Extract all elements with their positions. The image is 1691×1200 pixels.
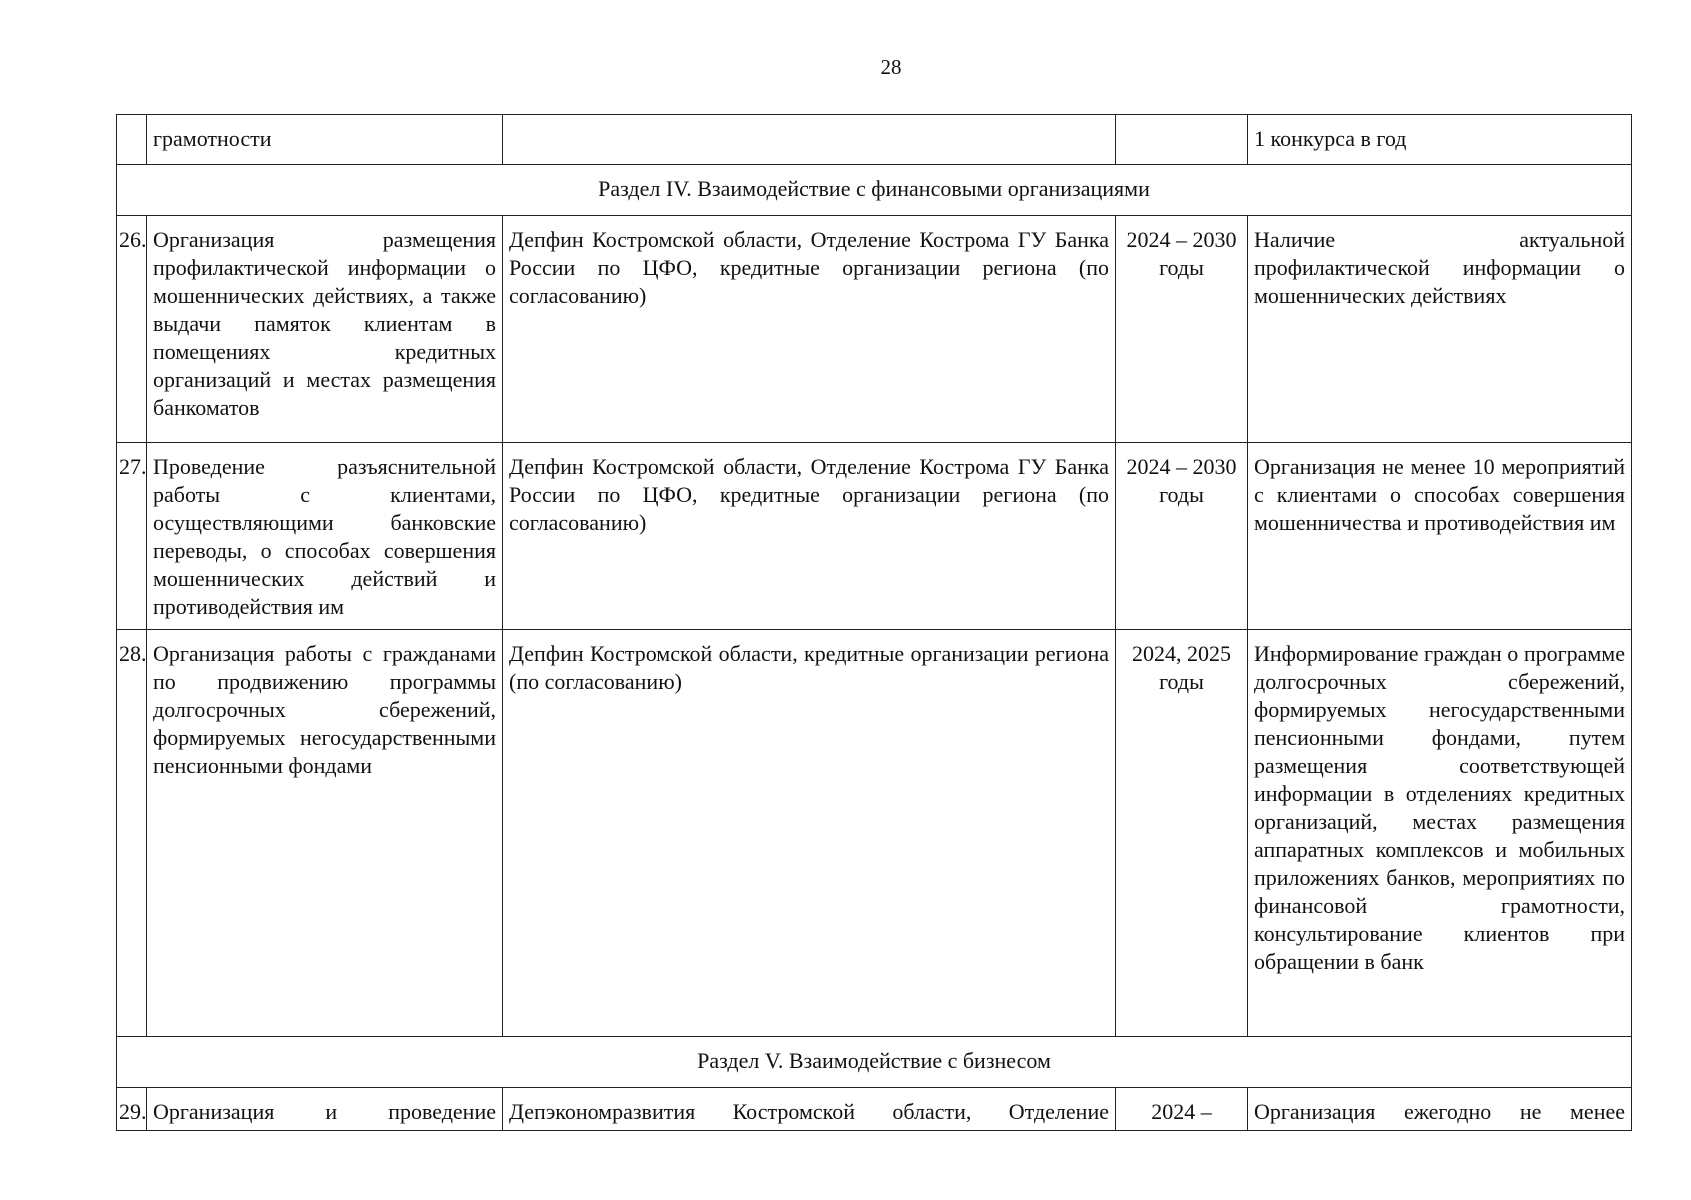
table-row <box>117 1088 1632 1131</box>
responsible-cell <box>503 115 1116 165</box>
result-cell: Организация ежегодно не менее <box>1248 1088 1632 1131</box>
result-cell: Организация не менее 10 мероприятий с клиентами о способах совершения мошенничества и противодействия им <box>1248 443 1632 630</box>
term-cell: 2024 – 2030 годы <box>1116 216 1248 443</box>
table-row <box>117 630 1632 1037</box>
measures-table <box>116 114 1632 1131</box>
page-number: 28 <box>880 55 902 79</box>
row-number-cell: 28. <box>117 630 147 1037</box>
section-heading-row <box>117 165 1632 216</box>
term-cell <box>1116 115 1248 165</box>
responsible-cell: Депфин Костромской области, Отделение Кострома ГУ Банка России по ЦФО, кредитные организации региона (по согласованию) <box>503 216 1116 443</box>
responsible-cell: Депфин Костромской области, кредитные организации региона (по согласованию) <box>503 630 1116 1037</box>
result-cell: Наличие актуальной профилактической информации о мошеннических действиях <box>1248 216 1632 443</box>
table-row <box>117 443 1632 630</box>
activity-cell: грамотности <box>147 115 503 165</box>
term-cell: 2024, 2025 годы <box>1116 630 1248 1037</box>
table-row <box>117 216 1632 443</box>
row-number-cell: 26. <box>117 216 147 443</box>
responsible-cell: Депфин Костромской области, Отделение Кострома ГУ Банка России по ЦФО, кредитные организации региона (по согласованию) <box>503 443 1116 630</box>
table-row-continued <box>117 115 1632 165</box>
term-cell: 2024 – <box>1116 1088 1248 1131</box>
activity-cell: Организация работы с гражданами по продвижению программы долгосрочных сбережений, формируемых негосударственными пенсионными фондами <box>147 630 503 1037</box>
section-heading: Раздел V. Взаимодействие с бизнесом <box>117 1037 1632 1088</box>
section-heading-row <box>117 1037 1632 1088</box>
row-number-cell: 27. <box>117 443 147 630</box>
activity-cell: Организация размещения профилактической информации о мошеннических действиях, а также выдачи памяток клиентам в помещениях кредитных организаций и местах размещения банкоматов <box>147 216 503 443</box>
result-cell: 1 конкурса в год <box>1248 115 1632 165</box>
section-heading: Раздел IV. Взаимодействие с финансовыми организациями <box>117 165 1632 216</box>
result-cell: Информирование граждан о программе долгосрочных сбережений, формируемых негосударственными пенсионными фондами, путем размещения соответствующей информации в отделениях кредитных организаций, местах размещения аппаратных комплексов и мобильных приложениях банков, мероприятиях по финансовой грамотности, консультирование клиентов при обращении в банк <box>1248 630 1632 1037</box>
activity-cell: Организация и проведение <box>147 1088 503 1131</box>
row-number-cell <box>117 115 147 165</box>
responsible-cell: Депэкономразвития Костромской области, Отделение <box>503 1088 1116 1131</box>
term-cell: 2024 – 2030 годы <box>1116 443 1248 630</box>
activity-cell: Проведение разъяснительной работы с клиентами, осуществляющими банковские переводы, о способах совершения мошеннических действий и противодействия им <box>147 443 503 630</box>
row-number-cell: 29. <box>117 1088 147 1131</box>
